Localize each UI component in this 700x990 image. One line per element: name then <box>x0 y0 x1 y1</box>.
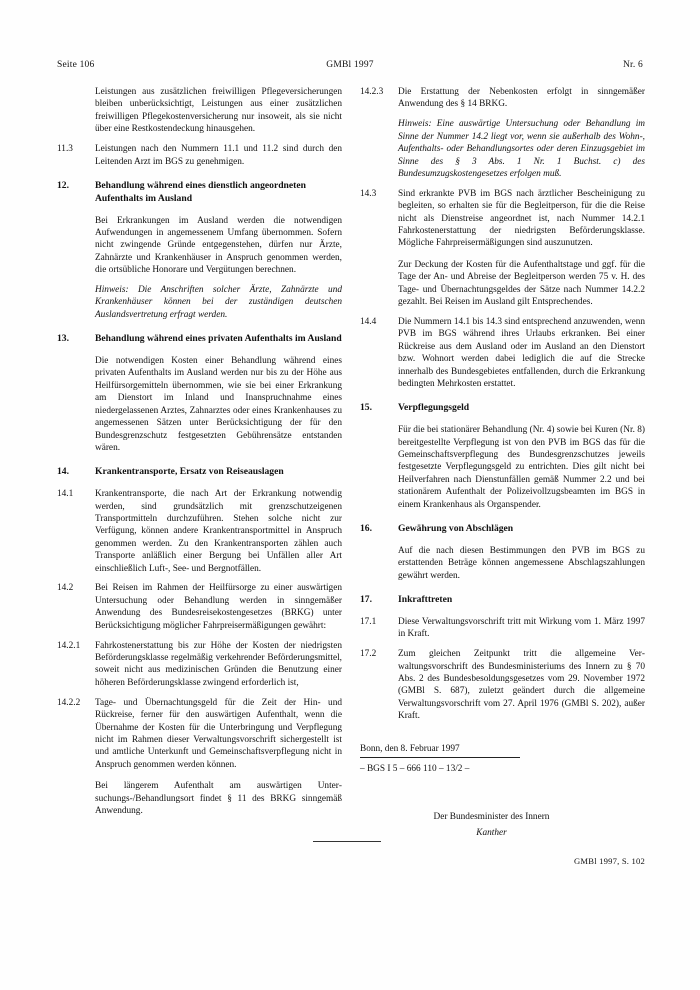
section-heading <box>57 466 342 479</box>
paragraph-block <box>360 316 645 390</box>
clause-number: 17.1 <box>360 616 377 627</box>
running-head <box>57 60 643 70</box>
heading-text: Inkrafttreten <box>398 594 453 606</box>
clause-number <box>360 259 398 309</box>
clause-number <box>57 284 95 321</box>
paragraph-block <box>360 648 645 722</box>
paragraph-text: Bei Erkrankungen im Ausland werden die notwendigen Aufwendungen in angemessenem Umfang übernommen. Sofern nicht zwingende Gründe entgegenstehen, dürfen nur Ärzte, Zahnärzte und Krankenhäuser in Anspruch genommen werden, die ortsübliche Honorare und Vergütungen berechnen. <box>95 215 342 276</box>
heading-text: Gewährung von Abschlägen <box>398 523 514 535</box>
clause-number: 14.3 <box>360 188 377 199</box>
body-columns <box>57 86 645 866</box>
paragraph-block <box>57 284 342 321</box>
file-reference: – BGS I 5 – 666 110 – 13/2 – <box>360 764 470 775</box>
clause-number: 14.2.3 <box>360 87 384 97</box>
running-head-center: GMBl 1997 <box>326 60 374 70</box>
paragraph-text: Bei Reisen im Rahmen der Heilfürsorge zu einer auswärtigen Untersuchung oder Behandlung werden in sinngemäßer Anwendung des Bundesreisekostengesetzes (BRKG) unter Berücksichtigung möglicher Fahrpreisermäßigungen gewährt: <box>95 583 342 631</box>
heading-text: Krankentransporte, Ersatz von Reiseauslagen <box>95 466 284 478</box>
paragraph-text: Zur Deckung der Kosten für die Aufenthaltstage und ggf. für die Tage der An- und Abreise der Begleitperson werden 75 v. H. des Tage- und Übernachtungsgeldes der Sätze nach Nummer 14.2.2 gezahlt. Bei Reisen im Ausland gilt Entsprechendes. <box>398 259 645 308</box>
clause-number: 16. <box>360 523 372 535</box>
section-heading <box>360 402 645 415</box>
paragraph-text: Sind erkrankte PVB im BGS nach ärztlicher Bescheinigung zu begleiten, so erhalten sie für die Begleitperson, für die die Reise nicht als Dienstreise angeordnet ist, nach Nummer 14.2.1 Fahrkostenerstattung der niedrigsten Beförderungsklasse. Mögliche Fahrpreisermäßigungen sind auszunutzen. <box>398 188 645 249</box>
paragraph-text: Zum gleichen Zeitpunkt tritt die allgemeine Verwaltungsvorschrift des Bundesministeriums des Innern zu § 70 Abs. 2 des Bundesbesoldungsgesetzes vom 29. November 1972 (GMBl S. 687), zuletzt geändert durch die allgemeine Verwaltungsvorschrift vom 27. April 1976 (GMBl S. 202), außer Kraft. <box>398 649 645 722</box>
place-date: Bonn, den 8. Februar 1997 <box>360 743 520 759</box>
paragraph-block <box>360 188 645 250</box>
left-column <box>57 86 342 866</box>
paragraph-text: Tage- und Übernachtungsgeld für die Zeit der Hin- und Rückreise, ferner für den auswärtigen Aufenthalt, wenn die Übernahme der Kosten für die Unterbringung und Verpflegung nicht im Rahmen dieser Verwaltungsvorschrift sichergestellt ist und amtliche Unterkunft und Gemeinschaftsverpflegung nicht in Anspruch genommen werden können. <box>95 697 342 770</box>
clause-number: 14. <box>57 466 69 478</box>
section-heading <box>360 523 645 536</box>
paragraph-block <box>57 780 342 817</box>
section-heading <box>57 333 342 346</box>
heading-text: Behandlung während eines privaten Aufenthalts im Ausland <box>95 333 342 345</box>
closing-block <box>360 743 645 777</box>
right-column-blocks <box>360 86 645 723</box>
clause-number <box>360 424 398 511</box>
paragraph-block <box>57 488 342 575</box>
running-head-left: Seite 106 <box>57 60 95 70</box>
signature-block <box>360 810 645 842</box>
clause-number: 14.2.2 <box>57 697 81 708</box>
paragraph-block <box>360 616 645 641</box>
section-heading <box>57 180 342 206</box>
clause-number: 15. <box>360 402 372 414</box>
clause-number <box>57 215 95 277</box>
bottom-divider-rule <box>313 841 381 842</box>
paragraph-text: Krankentransporte, die nach Art der Erkrankung notwendig werden, sind grundsätzlich mit grenzschutzeigenen Transportmitteln durchzuführen. Stehen solche nicht zur Verfügung, können andere Krankentransportmittel in Anspruch genommen werden. Zu den Krankentransporten zählen auch Transporte anläßlich einer Bergung bei Unfällen aller Art einschließlich Luft-, See- und Bergnotfällen. <box>95 489 342 574</box>
signature-name: Kanther <box>476 827 507 838</box>
clause-number <box>360 118 398 180</box>
place-date-line <box>360 743 645 759</box>
paragraph-block <box>360 86 645 111</box>
paragraph-text: Auf die nach diesen Bestimmungen den PVB im BGS zu erstattenden Beträge können angemessene Abschlagszahlungen gewährt werden. <box>398 545 645 581</box>
paragraph-text: Die Nummern 14.1 bis 14.3 sind entsprechend anzuwenden, wenn PVB im BGS während ihres Urlaubs erkranken. Bei einer Rückreise aus dem Ausland oder im Ausland an den Dienstort bzw. Wohnort werden dabei lediglich die auf die Strecke innerhalb des Bundesgebietes entfallenden, durch die Erkrankung bedingten Mehrkosten erstattet. <box>398 317 645 390</box>
clause-number <box>57 86 95 136</box>
signature-title: Der Bundesminister des Innern <box>433 812 550 823</box>
paragraph-block <box>360 545 645 582</box>
paragraph-block <box>360 118 645 180</box>
paragraph-block <box>57 355 342 454</box>
clause-number <box>57 780 95 817</box>
paragraph-text: Für die bei stationärer Behandlung (Nr. 4) sowie bei Kuren (Nr. 8) bereitgestellte Verpflegung ist von den PVB im BGS das für die Gemeinschaftsverpflegung des Bundesgrenzschutzes jeweils festgesetzte Verpflegungsgeld zu entrichten. Dies gilt nicht bei Heilverfahren nach Dienstunfällen gemäß Nummer 2.2 und bei stationärem Aufenthalt der Polizeivollzugsbeamten im BGS in einem Krankenhaus als Organspender. <box>398 425 645 510</box>
running-head-right: Nr. 6 <box>623 60 643 70</box>
paragraph-text: Leistungen aus zusätzlichen freiwilligen Pflegeversicherungen bleiben unberücksichtigt, Leistungen aus einer zusätzlichen freiwilligen Pflegekostenversicherung nur insoweit, als sie nicht über eine Restkostendeckung hinausgehen. <box>95 87 342 135</box>
paragraph-block <box>57 582 342 632</box>
paragraph-block <box>57 697 342 771</box>
section-heading <box>360 594 645 607</box>
footer-reference: GMBl 1997, S. 102 <box>574 855 645 866</box>
paragraph-block <box>57 86 342 136</box>
paragraph-text: Hinweis: Eine auswärtige Untersuchung oder Behandlung im Sinne der Nummer 14.2 liegt vor, wenn sie außerhalb des Wohn-, Aufenthalts- oder Behandlungsortes oder deren Einzugsgebiet im Sinne des § 3 Abs. 1 Nr. 1 Buchst. c) des Bundesumzugskostengesetzes erfolgen muß. <box>398 119 645 179</box>
clause-number <box>360 545 398 582</box>
clause-number: 17.2 <box>360 649 377 660</box>
clause-number: 11.3 <box>57 144 73 155</box>
clause-number: 12. <box>57 179 69 191</box>
paragraph-text: Hinweis: Die Anschriften solcher Ärzte, Zahnärzte und Krankenhäuser können bei der zuständigen deutschen Auslandsvertretung erfragt werden. <box>95 285 342 320</box>
right-column <box>360 86 645 866</box>
clause-number: 14.2.1 <box>57 640 81 651</box>
paragraph-text: Die notwendigen Kosten einer Behandlung während eines privaten Aufenthalts im Ausland werden nur bis zu der Höhe aus Heilfürsorgemitteln übernommen, wie sie bei einer Erkrankung am Dienstort im Inland und Inanspruchnahme eines niedergelassenen Arztes, Zahnarztes oder eines Krankenhauses zu angemessenen Sätzen unter Berücksichtigung der für den Bundesgrenzschutz festgesetzten Gebührensätze entstanden wären. <box>95 356 342 453</box>
paragraph-text: Leistungen nach den Nummern 11.1 und 11.2 sind durch den Leitenden Arzt im BGS zu genehmigen. <box>95 144 342 167</box>
clause-number: 13. <box>57 333 69 345</box>
paragraph-block <box>57 640 342 690</box>
paragraph-block <box>57 215 342 277</box>
paragraph-text: Bei längerem Aufenthalt am auswärtigen Untersuchungs-/Behandlungsort findet § 11 des BRKG sinngemäß Anwendung. <box>95 781 342 816</box>
clause-number: 14.2 <box>57 583 74 594</box>
paragraph-text: Fahrkostenerstattung bis zur Höhe der Kosten der niedrigsten Beförderungsklasse regelmäßig verkehrender Beförderungsmittel, soweit nicht aus medizinischen Gründen die Benutzung einer höheren Beförderungsklasse zwingend erforderlich ist, <box>95 640 342 688</box>
clause-number: 14.1 <box>57 489 74 500</box>
clause-number <box>57 355 95 454</box>
paragraph-block <box>360 424 645 511</box>
clause-number: 17. <box>360 594 372 606</box>
heading-text: Verpflegungsgeld <box>398 402 470 414</box>
heading-text: Behandlung während eines dienstlich angeordneten Aufenthalts im Ausland <box>95 179 306 204</box>
paragraph-block <box>360 259 645 309</box>
paragraph-block <box>57 143 342 168</box>
paragraph-text: Die Erstattung der Nebenkosten erfolgt in sinngemäßer Anwendung des § 14 BRKG. <box>398 87 645 110</box>
paragraph-text: Diese Verwaltungsvorschrift tritt mit Wirkung vom 1. März 1997 in Kraft. <box>398 616 645 640</box>
clause-number: 14.4 <box>360 317 377 327</box>
